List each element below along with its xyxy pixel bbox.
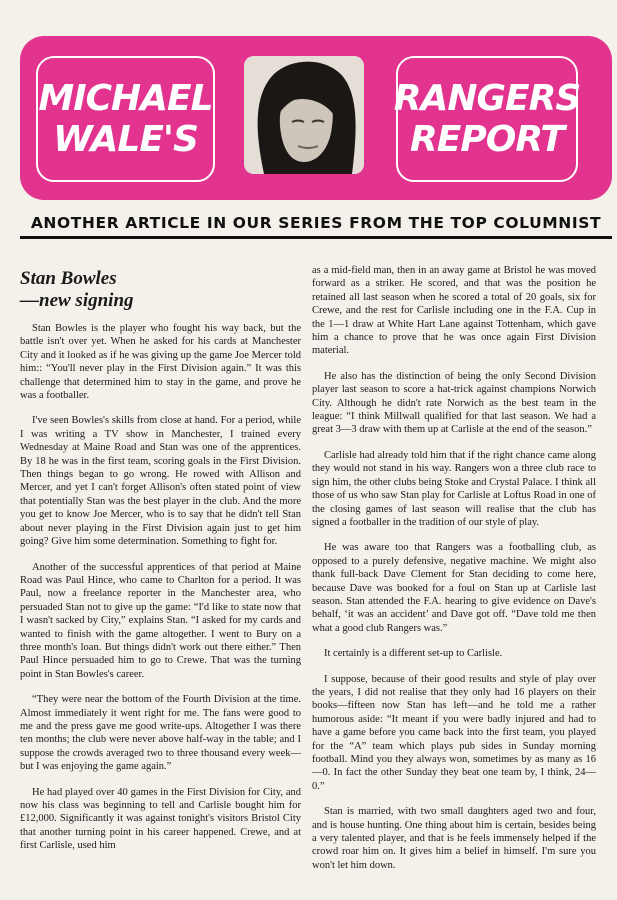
paragraph: It certainly is a different set-up to Carlisle.: [324, 648, 503, 660]
paragraph: Stan is married, with two small daughters aged two and four, and is house hunting. One thing about him is certain, besides being a very talented player, and that is he feels immensely helped if the crowd roar him on. It gives him a belief in himself. I'm sure you won't let him down.: [312, 806, 596, 871]
header-banner: [20, 36, 612, 200]
column-title-line1: RANGERS: [393, 78, 581, 119]
divider-rule: [20, 236, 612, 239]
paragraph: I suppose, because of their good results and style of play over the years, I did not realise that they only had 16 players on their books—fifteen now Stan has left—and he told me a rather humorous aside: “It meant if you were badly injured and had to have a game before you came back into the first team, you played for the “A” team which plays pub sides in Sunday morning football. Mind you they always won, sometimes by as many as 16—0. In fact the other Sunday they beat one team by, I think, 24—0.”: [312, 673, 596, 792]
paragraph: He had played over 40 games in the First Division for City, and now his class was beginning to tell and Carlisle bought him for £12,000. Significantly it was against tonight's visitors Bristol City that another turning point in his career happened. Crewe, and at first Carlisle, used him: [20, 786, 301, 852]
columnist-name-line2: WALE'S: [53, 119, 198, 160]
paragraph: “They were near the bottom of the Fourth Division at the time. Almost immediately it went right for me. The fans were good to me and the press gave me good write-ups. Altogether I was there ten months; the club were never above half-way in the table; and I suppose the crowds averaged two to three thousand every week—but I was enjoying the game again.”: [20, 694, 301, 773]
article-column-left: [20, 262, 301, 865]
headline-line1: Stan Bowles: [20, 268, 117, 289]
series-subheading: ANOTHER ARTICLE IN OUR SERIES FROM THE TOP COLUMNIST: [30, 214, 602, 232]
column-title-box: [393, 56, 581, 182]
article-column-right: [312, 264, 596, 884]
paragraph: He also has the distinction of being the only Second Division player last season to score a hat-trick against champions Norwich City. Although he didn't rate Norwich as the best team in the league: “I think Millwall qualified for that last season. We had a great 3—3 draw with them up at Carlisle at the end of the season.”: [312, 370, 596, 436]
columnist-name-line1: MICHAEL: [38, 78, 213, 119]
paragraph: Another of the successful apprentices of that period at Maine Road was Paul Hince, who came to Charlton for a period. It was Paul, now a freelance reporter in the Manchester area, who persuaded Stan not to give up the game: “I'd like to state now that I wasn't sacked by City,” explains Stan. “I asked for my cards and wanted to finish with the game altogether. I went to Bury on a three month's loan. But things didn't work out there either.” Then Paul Hince persuaded him to go to Crewe. That was the turning point in Stan Bowles's career.: [20, 561, 301, 680]
columnist-photo: [244, 56, 364, 174]
headline-line2: —new signing: [20, 290, 134, 311]
columnist-portrait-icon: [244, 56, 364, 174]
paragraph: as a mid-field man, then in an away game at Bristol he was moved forward as a striker. He scored, and that was the position he retained all last season when he scored a total of 20 goals, six for Crewe, and the rest for Carlisle including one in the F.A. Cup in the 1—1 draw at White Hart Lane against Tottenham, which gave him a chance to prove that he was once again First Division material.: [312, 265, 596, 357]
paragraph: Carlisle had already told him that if the right chance came along they would not stand in his way. Rangers won a three club race to sign him, the other clubs being Stoke and Crystal Palace. I think all those of us who saw Stan play for Carlisle at Loftus Road in one of the closing games of last season will realise that the club has signed a footballer in the tradition of our style of play.: [312, 449, 596, 528]
columnist-name-box: [36, 56, 215, 182]
article-headline: [20, 268, 301, 312]
paragraph: Stan Bowles is the player who fought his way back, but the battle isn't over yet. When he asked for his cards at Manchester City and it looked as if he was giving up the game Joe Mercer told him:: “You'll never play in the First Division again.” It was this challenge that determined him to stay in the game, and prove he was a footballer.: [20, 323, 301, 402]
column-title-line2: REPORT: [410, 119, 564, 160]
paragraph: I've seen Bowles's skills from close at hand. For a period, while I was writing a TV show in Manchester, I trained every Wednesday at Maine Road and Stan was one of the apprentices. By 18 he was in the first team, scoring goals in the First Division. Then things began to go wrong. He rowed with Allison and Mercer, and yet I can't forget Allison's often stated point of view that potentially Stan was the best player in the club. And the more you get to know Joe Mercer, who is to say that he didn't tell Stan about never playing in the First Division again just to get him going? Give him some determination. Something to fight for.: [20, 415, 301, 548]
paragraph: He was aware too that Rangers was a footballing club, as opposed to a purely defensive, negative machine. We might also thank full-back Dave Clement for Stan deciding to come here, because Dave was booked for a foul on Stan up at Carlisle last season. Stan attended the F.A. hearing to give evidence on Dave's behalf, ‘it was an accident’ and Dave got off. “Dave told me then what a good club Rangers was.”: [312, 542, 596, 634]
